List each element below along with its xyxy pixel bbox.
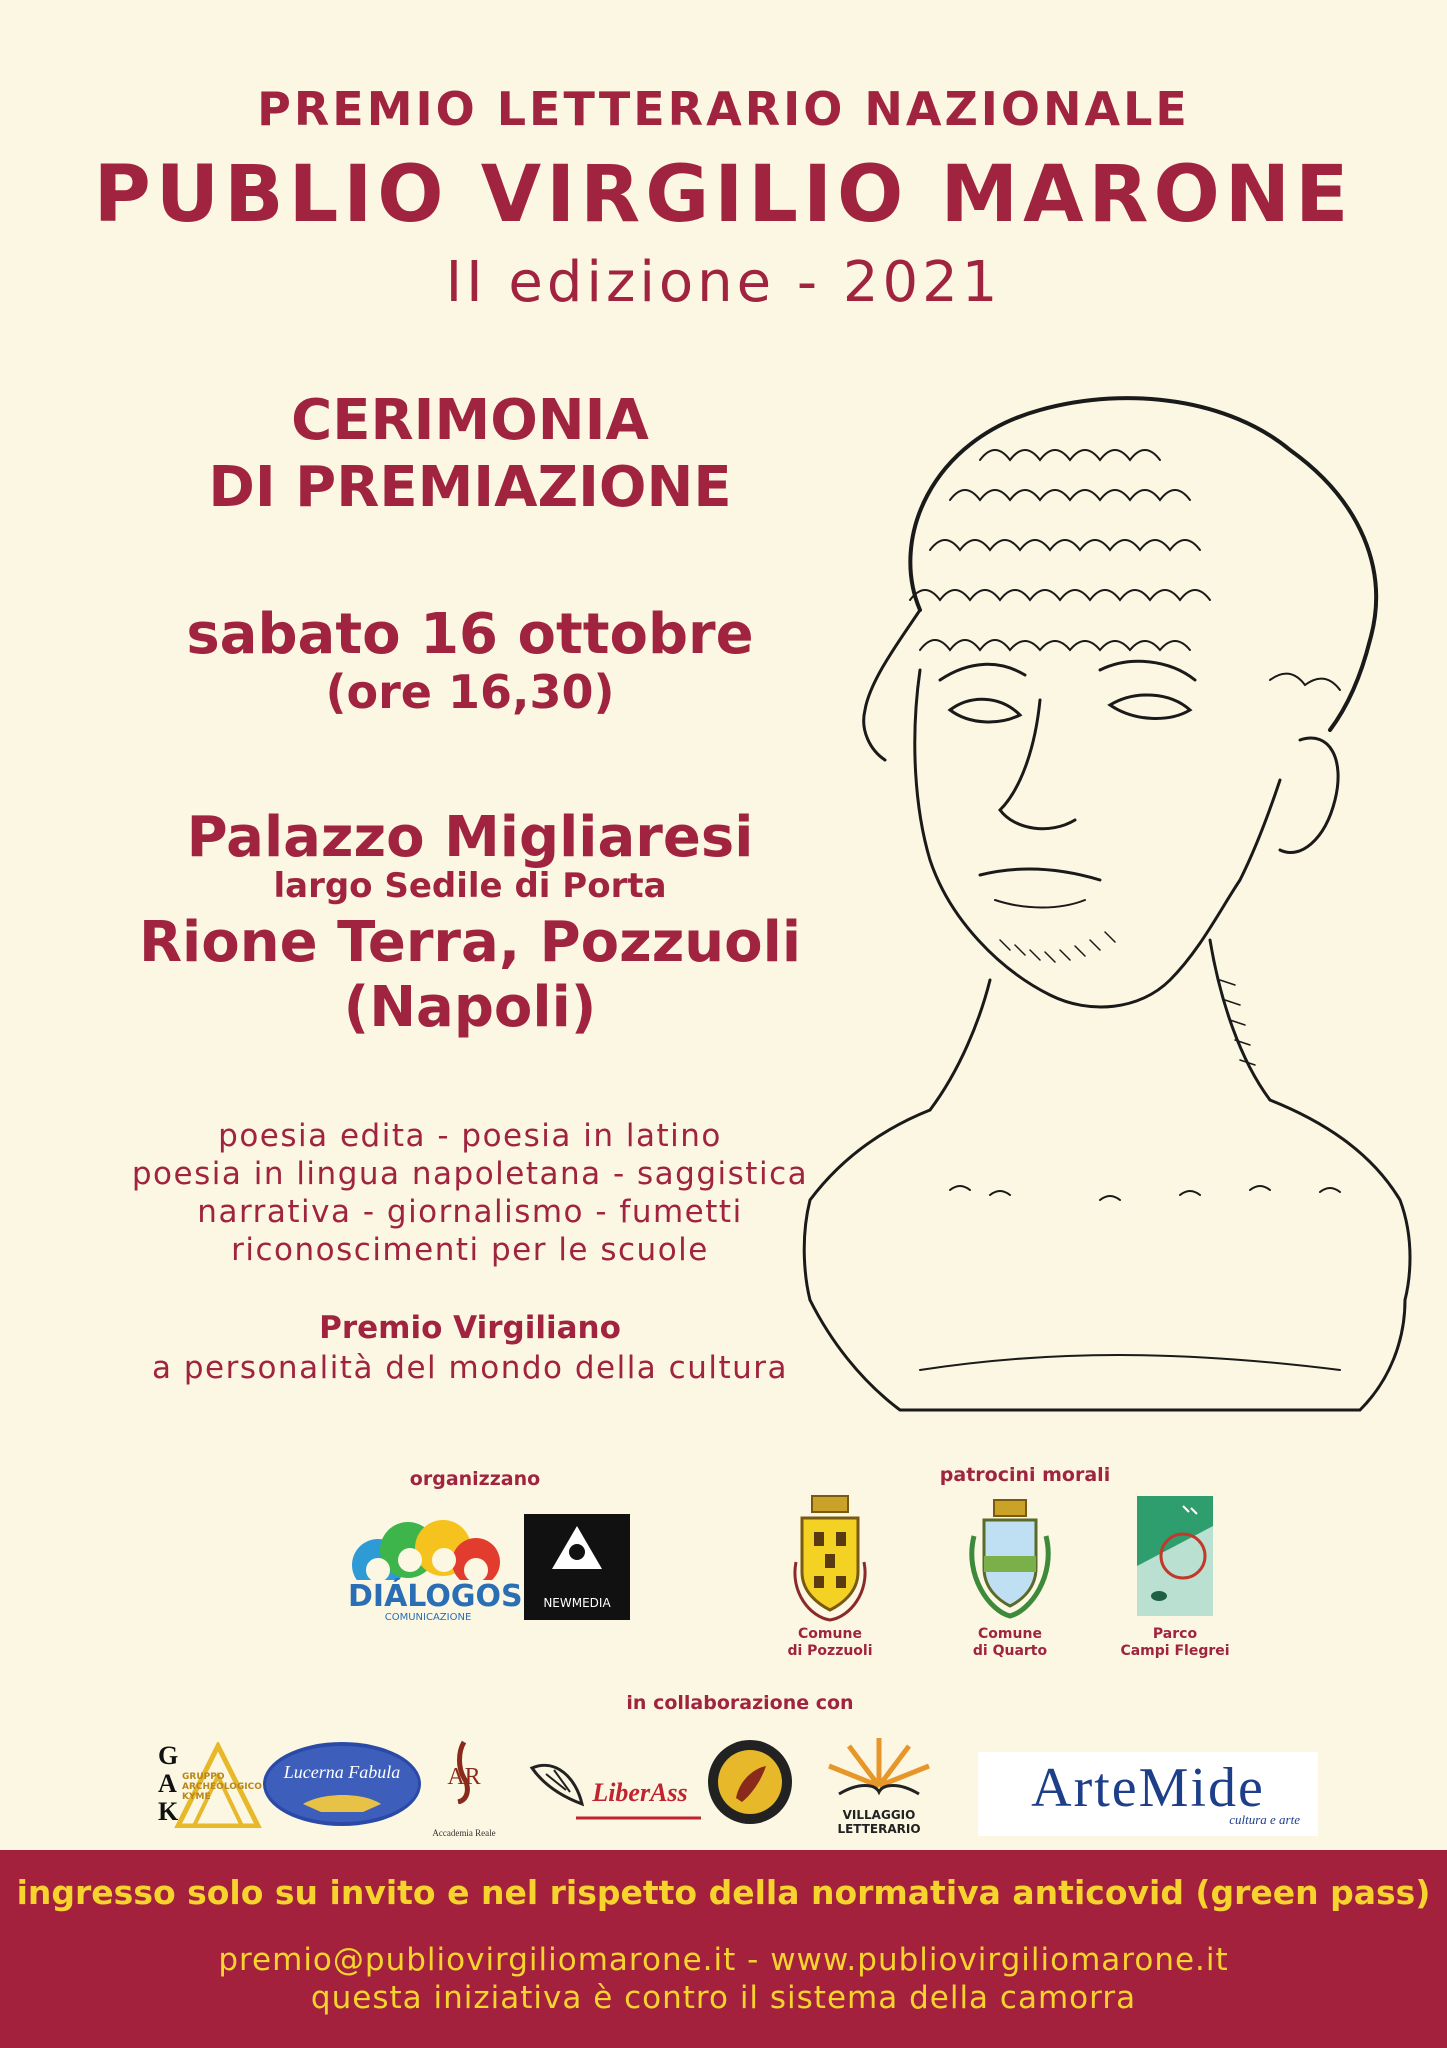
gak-letter-k: K bbox=[158, 1797, 179, 1826]
gak-text-line2: ARCHEOLOGICO bbox=[182, 1782, 262, 1792]
category-line: narrativa - giornalismo - fumetti bbox=[197, 1194, 743, 1230]
newmedia-logo bbox=[524, 1514, 630, 1620]
dialogos-sub: COMUNICAZIONE bbox=[384, 1612, 472, 1623]
category-line: riconoscimenti per le scuole bbox=[231, 1232, 709, 1268]
campi-flegrei-caption bbox=[1110, 1626, 1240, 1660]
venue-area: Rione Terra, Pozzuoli bbox=[138, 910, 802, 975]
campi-flegrei-park-logo bbox=[1137, 1496, 1213, 1616]
access-notice: ingresso solo su invito e nel rispetto della normativa anticovid (green pass) bbox=[16, 1873, 1431, 1912]
organizers-label: organizzano bbox=[409, 1468, 541, 1490]
campi-flegrei-caption-line1: Parco bbox=[1152, 1626, 1198, 1642]
liberass-logo bbox=[526, 1748, 704, 1828]
lucerna-fabula-logo bbox=[263, 1742, 421, 1826]
prize-subtitle: PREMIO LETTERARIO NAZIONALE bbox=[257, 82, 1190, 136]
ceremony-title-line2: DI PREMIAZIONE bbox=[208, 455, 732, 520]
accademia-reale-caption: Accademia Reale bbox=[432, 1828, 496, 1838]
gak-text-line1: GRUPPO bbox=[182, 1772, 225, 1782]
gak-letter-g: G bbox=[158, 1741, 179, 1770]
villaggio-letterario-name: VILLAGGIO LETTERARIO bbox=[837, 1808, 921, 1836]
collaboration-label: in collaborazione con bbox=[626, 1692, 854, 1714]
newmedia-name: NEWMEDIA bbox=[543, 1596, 611, 1610]
special-prize-subtitle: a personalità del mondo della cultura bbox=[151, 1350, 789, 1386]
artemide-subtitle: cultura e arte bbox=[1229, 1812, 1300, 1827]
pozzuoli-caption-line1: Comune bbox=[798, 1626, 862, 1642]
villaggio-letterario-logo bbox=[815, 1734, 943, 1836]
event-time: (ore 16,30) bbox=[325, 665, 615, 719]
prize-title: PUBLIO VIRGILIO MARONE bbox=[93, 150, 1354, 240]
gak-text-line3: KYME bbox=[182, 1792, 211, 1802]
artemide-logo bbox=[978, 1752, 1318, 1836]
special-prize-title: Premio Virgiliano bbox=[319, 1310, 621, 1346]
virgil-bust-drawing bbox=[800, 380, 1420, 1440]
patronage-label: patrocini morali bbox=[939, 1464, 1111, 1486]
quarto-crest-icon bbox=[960, 1496, 1060, 1622]
venue-street: largo Sedile di Porta bbox=[273, 866, 667, 906]
quarto-caption-line2: di Quarto bbox=[972, 1643, 1048, 1659]
anti-camorra-motto: questa iniziativa è contro il sistema della camorra bbox=[310, 1980, 1137, 2016]
gak-letter-a: A bbox=[158, 1769, 177, 1798]
gak-logo bbox=[158, 1742, 266, 1828]
venue-city: (Napoli) bbox=[343, 975, 597, 1040]
liberass-name: LiberAss bbox=[592, 1778, 688, 1807]
venue-name: Palazzo Migliaresi bbox=[186, 805, 754, 870]
pozzuoli-caption-line2: di Pozzuoli bbox=[787, 1643, 873, 1659]
contact-line: premio@publiovirgiliomarone.it - www.publiovirgiliomarone.it bbox=[218, 1942, 1229, 1978]
lucerna-fabula-name: Lucerna Fabula bbox=[283, 1762, 401, 1782]
campi-flegrei-caption-line2: Campi Flegrei bbox=[1120, 1643, 1230, 1659]
ceremony-title-line1: CERIMONIA bbox=[291, 388, 649, 453]
pozzuoli-crest-icon bbox=[790, 1492, 870, 1622]
accademia-reale-mark: AR bbox=[447, 1764, 481, 1790]
event-date: sabato 16 ottobre bbox=[186, 602, 754, 667]
dialogos-name: DIÁLOGOS bbox=[348, 1579, 523, 1614]
category-line: poesia edita - poesia in latino bbox=[218, 1118, 722, 1154]
quarto-caption-line1: Comune bbox=[978, 1626, 1042, 1642]
artemide-name: ArteMide bbox=[1031, 1757, 1265, 1819]
dialogos-logo bbox=[348, 1510, 523, 1625]
accademia-reale-logo bbox=[428, 1738, 500, 1842]
edition-label: II edizione - 2021 bbox=[445, 250, 1002, 315]
round-seal-logo bbox=[706, 1738, 794, 1826]
quarto-caption bbox=[950, 1626, 1070, 1660]
pozzuoli-caption bbox=[770, 1626, 890, 1660]
category-line: poesia in lingua napoletana - saggistica bbox=[131, 1156, 809, 1192]
